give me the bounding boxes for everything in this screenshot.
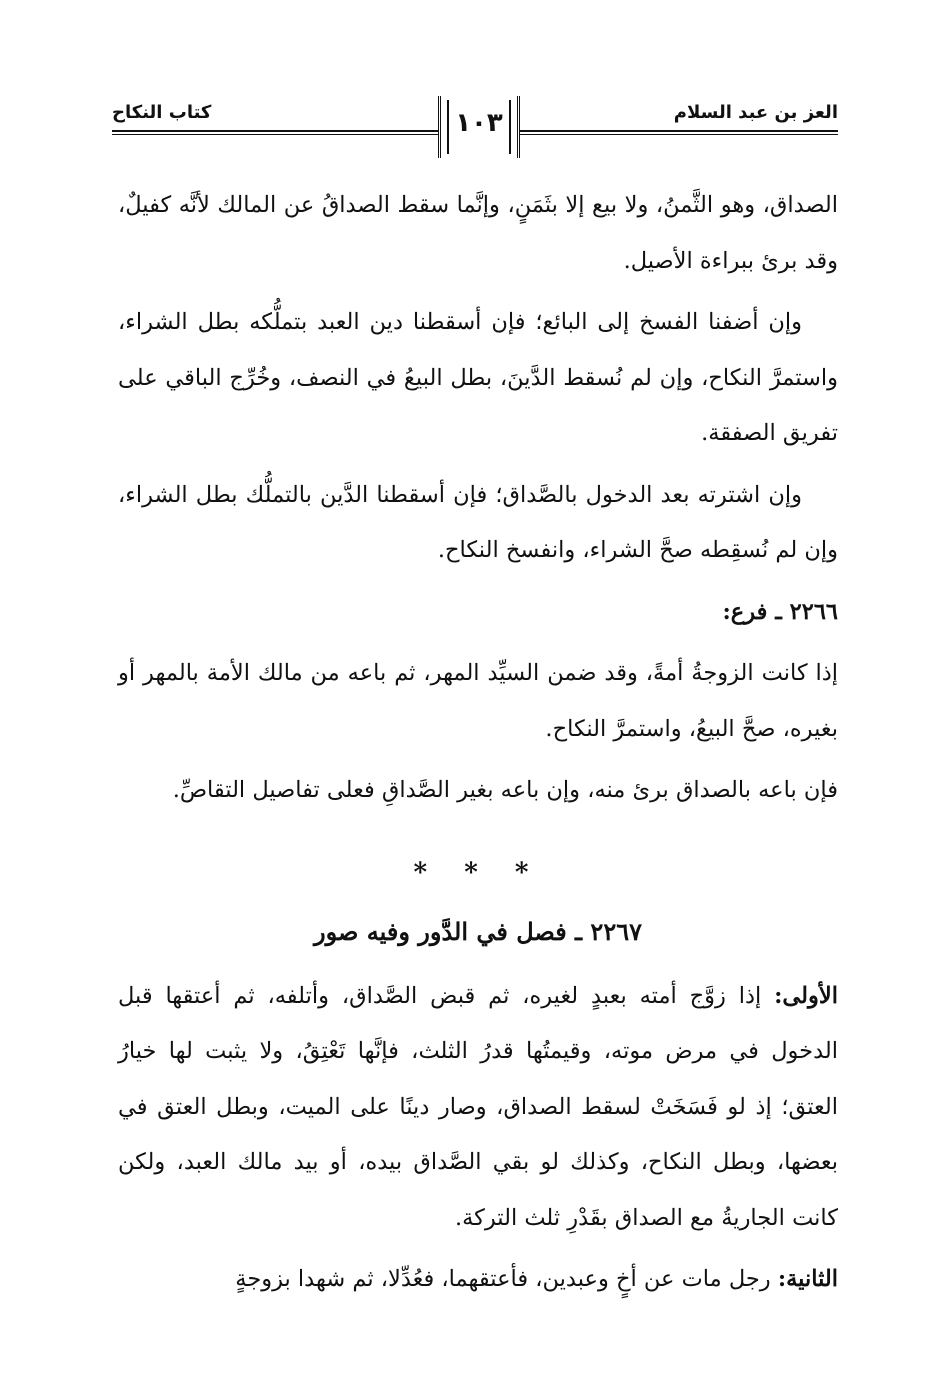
paragraph-1: الصداق، وهو الثَّمنُ، ولا بيع إلا بثَمَنٍ، وإنَّما سقط الصداقُ عن المالك لأنَّه كفيلٌ، وقد برئ ببراءة الأصيل. [118,192,838,274]
paragraph-4: إذا كانت الزوجةُ أمةً، وقد ضمن السيِّد المهر، ثم باعه من مالك الأمة بالمهر أو بغيره، صحَّ البيعُ، واستمرَّ النكاح. [118,660,838,742]
page-number: ١٠٣ [455,108,503,138]
page-number-frame [438,96,520,158]
paragraph-6-lead: الأولى: [774,982,838,1009]
section-title: ٢٢٦٧ ـ فصل في الدَّور وفيه صور [314,916,642,946]
paragraph-2: وإن أضفنا الفسخ إلى البائع؛ فإن أسقطنا دين العبد بتملُّكه بطل الشراء، واستمرَّ النكاح، وإن لم نُسقط الدَّينَ، بطل البيعُ في النصف، وخُرِّج الباقي على تفريق الصفقة. [118,309,838,446]
page-body [118,178,838,1314]
paragraph-6 [118,969,838,1247]
paragraph-7-text: رجل مات عن أخٍ وعبدين، فأعتقهما، فعُدِّلا، ثم شهدا بزوجةٍ [235,1266,778,1292]
paragraph-7 [118,1252,838,1308]
page-header [112,96,838,166]
section-separator: * * * [413,857,543,888]
branch-heading: ٢٢٦٦ ـ فرع: [722,598,838,625]
chapter-running-title: كتاب النكاح [112,102,212,123]
author-running-title: العز بن عبد السلام [673,102,838,123]
paragraph-6-text: إذا زوَّج أمته بعبدٍ لغيره، ثم قبض الصَّداق، وأتلفه، ثم أعتقها قبل الدخول في مرض موته، وقيمتُها قدرُ الثلث، فإنَّها تَعْتِقُ، ولا يثبت لها خيارُ العتق؛ إذ لو فَسَخَتْ لسقط الصداق، وصار دينًا على الميت، وبطل العتق في بعضها، وبطل النكاح، وكذلك لو بقي الصَّداق بيده، أو بيد مالك العبد، ولكن كانت الجاريةُ مع الصداق بقَدْرِ ثلث التركة. [118,982,838,1231]
paragraph-7-lead: الثانية: [777,1266,838,1292]
paragraph-5: فإن باعه بالصداق برئ منه، وإن باعه بغير الصَّداقِ فعلى تفاصيل التقاصِّ. [172,777,838,803]
paragraph-3: وإن اشترته بعد الدخول بالصَّداق؛ فإن أسقطنا الدَّين بالتملُّك بطل الشراء، وإن لم نُسقِطه صحَّ الشراء، وانفسخ النكاح. [118,481,838,563]
